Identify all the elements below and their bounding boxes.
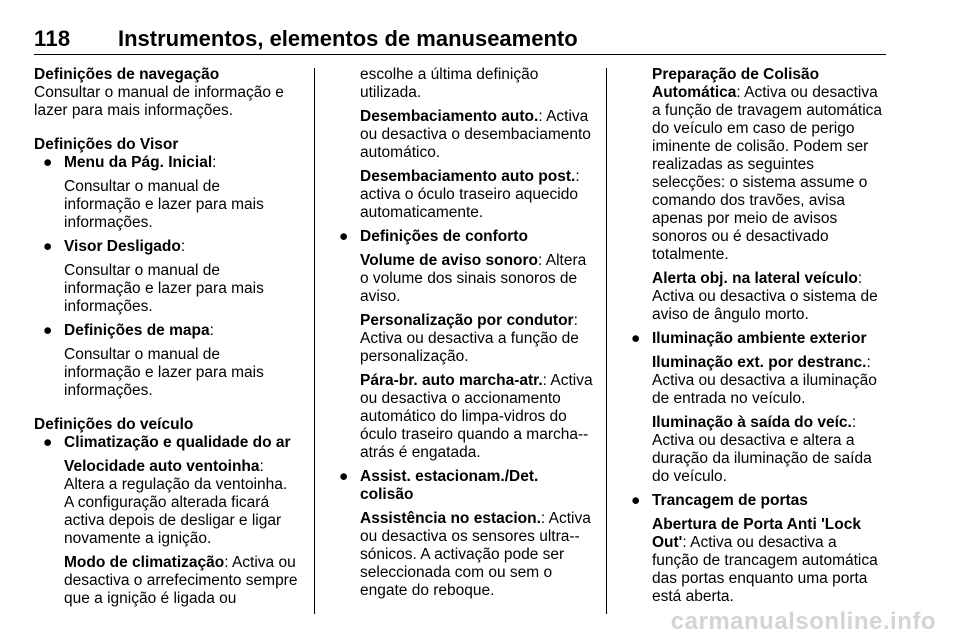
display-item-map-settings xyxy=(34,322,300,400)
column-divider-2 xyxy=(606,68,607,614)
option-term: Assistência no estacion. xyxy=(360,510,541,527)
header-rule xyxy=(34,54,886,55)
vehicle-item-term: Trancagem de portas xyxy=(652,492,808,509)
vehicle-item-door-locks xyxy=(622,492,886,606)
bullet: ● xyxy=(631,492,641,509)
bullet: ● xyxy=(43,434,53,451)
vehicle-item-term: Assist. estacionam./Det. colisão xyxy=(360,468,539,503)
option-term: Iluminação à saída do veíc. xyxy=(652,414,852,431)
auto-collision-prep xyxy=(622,66,886,264)
climate-mode xyxy=(64,554,300,608)
option-term: Personalização por condutor xyxy=(360,312,574,329)
option-text: : Activa ou desactiva o sistema de aviso de ângulo morto. xyxy=(652,270,878,323)
bullet: ● xyxy=(43,238,53,255)
column-3 xyxy=(622,66,886,606)
option-term: Velocidade auto ventoinha xyxy=(64,458,260,475)
option-text: : Activa ou desactiva o desembaciamento automático. xyxy=(360,108,591,161)
column-1 xyxy=(34,66,300,608)
unlock-lighting xyxy=(652,354,886,408)
bullet: ● xyxy=(43,322,53,339)
display-settings-heading: Definições do Visor xyxy=(34,136,179,153)
bullet: ● xyxy=(339,228,349,245)
option-text: escolhe a última definição utilizada. xyxy=(360,66,539,101)
display-item-display-off xyxy=(34,238,300,316)
side-blind-zone-alert xyxy=(622,270,886,324)
chime-volume xyxy=(360,252,594,306)
option-text: : Altera a regulação da ventoinha. A configuração alterada ficará activa depois de desligar e ligar novamente a ignição. xyxy=(64,458,288,547)
option-text: : Activa ou desactiva o arrefecimento sempre que a ignição é ligada ou xyxy=(64,554,298,607)
column-2 xyxy=(330,66,594,600)
display-item-separator: : xyxy=(212,154,217,171)
option-text: : Activa ou desactiva a função de trancagem automática das portas enquanto uma porta está aberta. xyxy=(652,534,878,605)
vehicle-item-climate xyxy=(34,434,300,608)
option-term: Alerta obj. na lateral veículo xyxy=(652,270,858,287)
navigation-settings-heading: Definições de navegação xyxy=(34,66,220,83)
option-term: Desembaciamento auto post. xyxy=(360,168,576,185)
display-item-separator: : xyxy=(180,238,186,255)
bullet: ● xyxy=(339,468,349,485)
auto-defog xyxy=(330,108,594,162)
watermark: carmanualsonline.info xyxy=(670,608,936,635)
option-text: : activa o óculo traseiro aquecido automaticamente. xyxy=(360,168,580,221)
exit-lighting xyxy=(652,414,886,486)
page-header xyxy=(34,26,886,52)
bullet: ● xyxy=(631,330,641,347)
option-term: Volume de aviso sonoro xyxy=(360,252,539,269)
bullet: ● xyxy=(43,154,53,171)
continued-text xyxy=(330,66,594,102)
option-text: : Activa ou desactiva a função de travagem automática do veículo em caso de perigo iminente de colisão. Podem ser realizadas as seguintes selecções: o sistema assume o comando dos travões, avisa apenas por meio de avisos sonoros ou é desactivado totalmente. xyxy=(652,84,883,263)
anti-lockout xyxy=(652,516,886,606)
option-text: : Activa ou desactiva os sensores ultra--sónicos. A activação pode ser seleccionada com ou sem o engate do reboque. xyxy=(360,510,591,599)
climate-fan-speed xyxy=(64,458,300,548)
option-term: Abertura de Porta Anti 'Lock Out' xyxy=(652,516,861,551)
vehicle-item-exterior-lighting xyxy=(622,330,886,486)
park-assist xyxy=(360,510,594,600)
display-item-text: Consultar o manual de informação e lazer para mais informações. xyxy=(64,178,264,231)
auto-rear-defog xyxy=(330,168,594,222)
display-item-text: Consultar o manual de informação e lazer para mais informações. xyxy=(64,262,264,315)
option-text: : Activa ou desactiva a iluminação de entrada no veículo. xyxy=(652,354,877,407)
display-item-term: Definições de mapa xyxy=(64,322,210,339)
reverse-auto-wipe xyxy=(360,372,594,462)
vehicle-settings-heading: Definições do veículo xyxy=(34,416,194,433)
option-text: : Altera o volume dos sinais sonoros de aviso. xyxy=(360,252,587,305)
page-title: Instrumentos, elementos de manuseamento xyxy=(118,26,578,51)
driver-personalization xyxy=(360,312,594,366)
page-number: 118 xyxy=(34,26,71,51)
option-text: : Activa ou desactiva o accionamento automático do limpa-vidros do óculo traseiro quando a marcha--atrás é engatada. xyxy=(360,372,593,461)
option-text: : Activa ou desactiva e altera a duração da iluminação de saída do veículo. xyxy=(652,414,872,485)
display-item-text: Consultar o manual de informação e lazer para mais informações. xyxy=(64,346,264,399)
vehicle-item-term: Definições de conforto xyxy=(360,228,528,245)
vehicle-item-comfort xyxy=(330,228,594,462)
option-term: Modo de climatização xyxy=(64,554,225,571)
vehicle-item-term: Climatização e qualidade do ar xyxy=(64,434,291,451)
option-term: Pára-br. auto marcha-atr. xyxy=(360,372,543,389)
vehicle-item-park-assist xyxy=(330,468,594,600)
display-item-home-menu xyxy=(34,154,300,232)
option-term: Iluminação ext. por destranc. xyxy=(652,354,867,371)
vehicle-item-term: Iluminação ambiente exterior xyxy=(652,330,867,347)
navigation-settings-text: Consultar o manual de informação e lazer para mais informações. xyxy=(34,84,284,119)
option-text: : Activa ou desactiva a função de personalização. xyxy=(360,312,579,365)
display-item-term: Menu da Pág. Inicial xyxy=(64,154,213,171)
option-term: Desembaciamento auto. xyxy=(360,108,539,125)
display-item-term: Visor Desligado xyxy=(64,238,181,255)
column-divider-1 xyxy=(314,68,315,614)
option-term: Preparação de Colisão Automática xyxy=(652,66,820,101)
display-item-separator: : xyxy=(209,322,214,339)
